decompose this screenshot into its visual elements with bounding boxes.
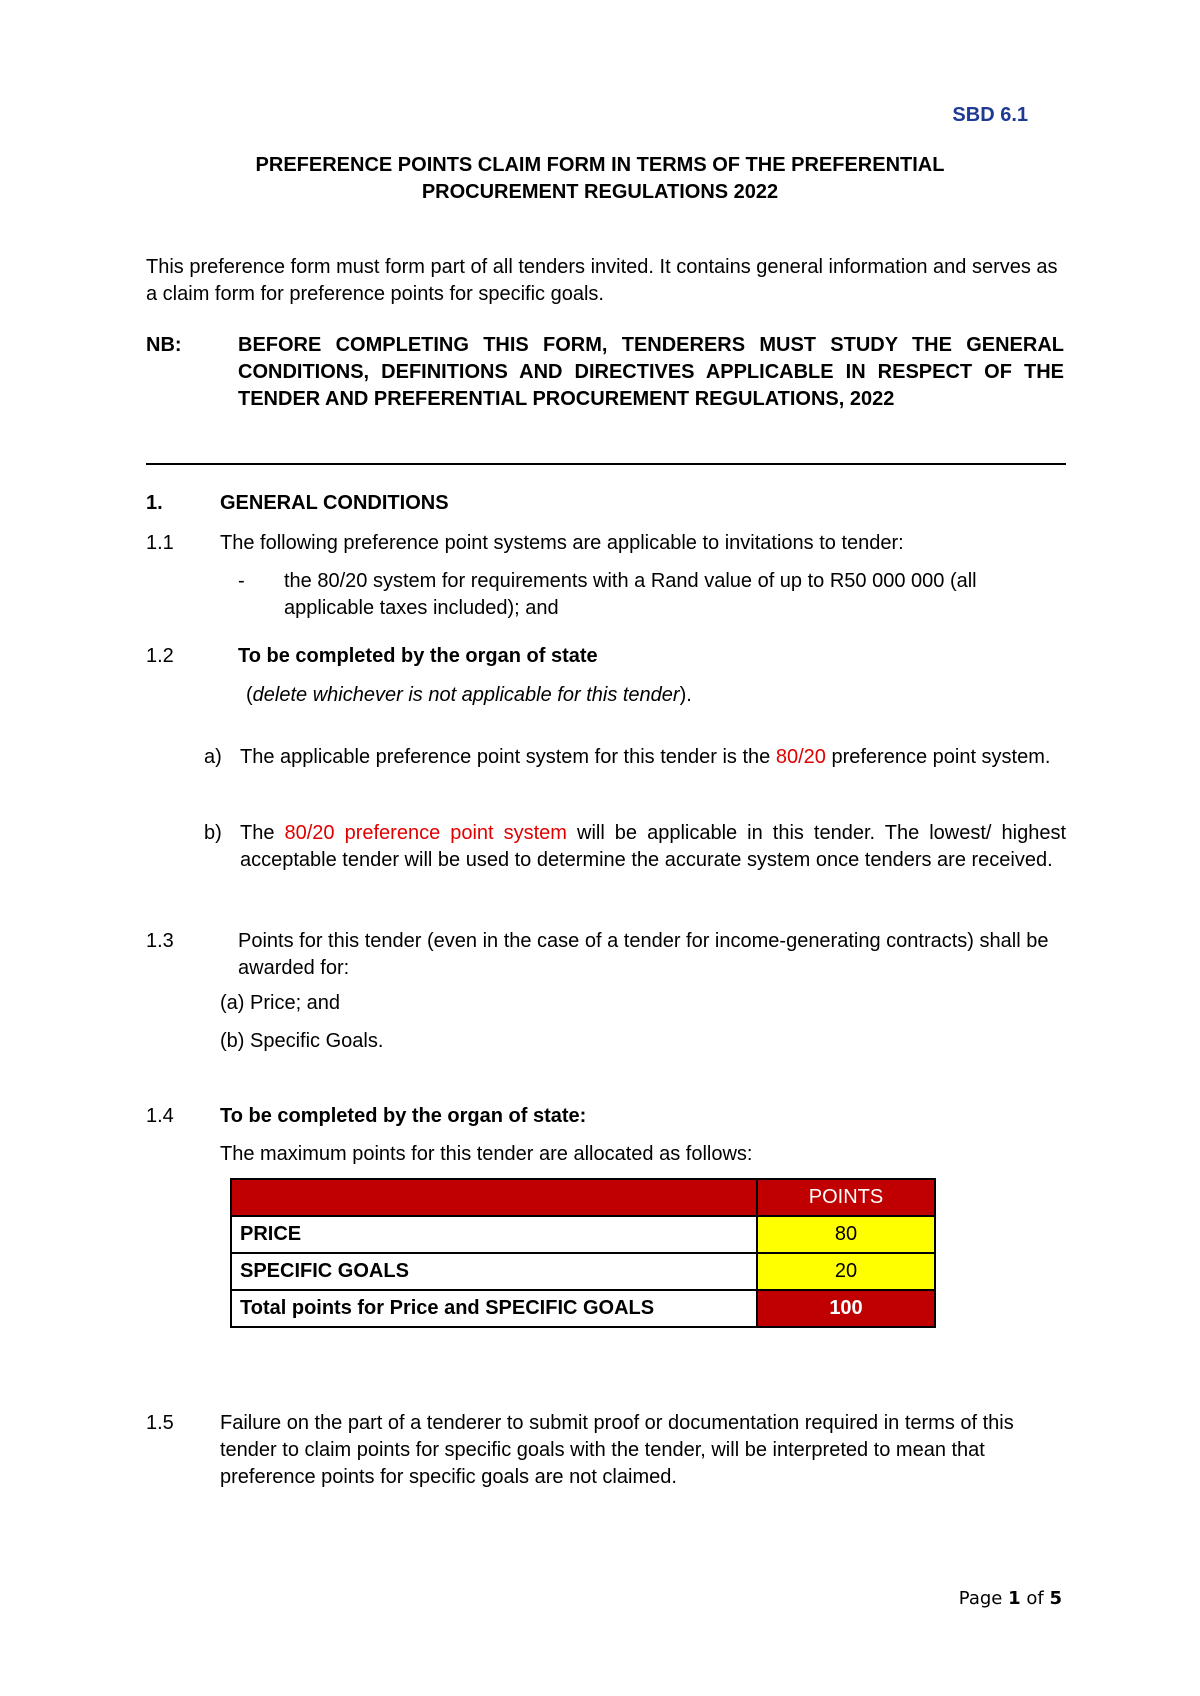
clause-1-4-number: 1.4	[146, 1105, 174, 1127]
clause-1-2-note	[246, 682, 692, 709]
table-header-empty	[231, 1179, 757, 1216]
item-b-text	[240, 820, 1066, 874]
note-open: (	[246, 684, 253, 706]
bullet-dash: -	[238, 570, 245, 592]
page-title	[0, 152, 1200, 206]
total-label: Total points for Price and SPECIFIC GOALS	[231, 1290, 757, 1327]
note-italic: delete whichever is not applicable for this tender	[252, 684, 680, 706]
intro-paragraph: This preference form must form part of all tenders invited. It contains general information and serves as a claim form for preference points for specific goals.	[146, 256, 1058, 305]
clause-1-1-text: The following preference point systems are applicable to invitations to tender:	[220, 532, 904, 554]
item-a-label: a)	[204, 746, 222, 768]
row-label: PRICE	[231, 1216, 757, 1253]
clause-1-2-number: 1.2	[146, 645, 174, 667]
nb-label: NB:	[146, 334, 182, 356]
clause-1-4-heading: To be completed by the organ of state:	[220, 1105, 587, 1127]
nb-text: BEFORE COMPLETING THIS FORM, TENDERERS MUST STUDY THE GENERAL CONDITIONS, DEFINITIONS AND DIRECTIVES APPLICABLE IN RESPECT OF THE TENDER AND PREFERENTIAL PROCUREMENT REGULATIONS, 2022	[238, 334, 1064, 410]
total-pages: 5	[1049, 1588, 1062, 1609]
clause-1-4-text: The maximum points for this tender are allocated as follows:	[220, 1143, 753, 1165]
current-page: 1	[1008, 1588, 1021, 1609]
clause-1-2-heading: To be completed by the organ of state	[238, 645, 598, 667]
title-line-2: PROCUREMENT REGULATIONS 2022	[421, 181, 779, 203]
table-row	[231, 1253, 935, 1290]
row-label: SPECIFIC GOALS	[231, 1253, 757, 1290]
clause-1-3-number: 1.3	[146, 930, 174, 952]
section-1-heading: GENERAL CONDITIONS	[220, 492, 449, 514]
form-code: SBD 6.1	[952, 104, 1028, 126]
title-line-1: PREFERENCE POINTS CLAIM FORM IN TERMS OF THE PREFERENTIAL	[255, 154, 945, 176]
table-header-row	[231, 1179, 935, 1216]
clause-1-5-text: Failure on the part of a tenderer to submit proof or documentation required in terms of this tender to claim points for specific goals with the tender, will be interpreted to mean that preference points for specific goals are not claimed.	[220, 1412, 1014, 1488]
item-b-label: b)	[204, 822, 222, 844]
clause-1-1-bullet: the 80/20 system for requirements with a Rand value of up to R50 000 000 (all applicable taxes included); and	[284, 570, 977, 619]
table-row	[231, 1216, 935, 1253]
divider	[146, 463, 1066, 465]
total-value: 100	[757, 1290, 935, 1327]
section-1-number: 1.	[146, 492, 163, 514]
of-word: of	[1026, 1588, 1044, 1609]
item-a-pre: The applicable preference point system for this tender is the	[240, 746, 776, 768]
clause-1-3-item-b: (b) Specific Goals.	[220, 1030, 384, 1052]
page-number	[959, 1585, 1062, 1612]
clause-1-3-item-a: (a) Price; and	[220, 992, 341, 1014]
row-value: 80	[757, 1216, 935, 1253]
row-value: 20	[757, 1253, 935, 1290]
clause-1-3-text: Points for this tender (even in the case of a tender for income-generating contracts) shall be awarded for:	[238, 930, 1049, 979]
item-a-text	[240, 744, 1066, 771]
points-table	[230, 1178, 936, 1328]
page-word: Page	[958, 1588, 1003, 1609]
note-close: ).	[679, 684, 692, 706]
clause-1-1-number: 1.1	[146, 532, 174, 554]
item-b-highlight: 80/20 preference point system	[284, 822, 567, 844]
table-header-points: POINTS	[757, 1179, 935, 1216]
item-b-post: will be applicable in this tender. The lowest/ highest acceptable tender will be used to determine the accurate system once tenders are received.	[240, 822, 1066, 871]
item-a-post: preference point system.	[825, 746, 1051, 768]
item-a-highlight: 80/20	[775, 746, 826, 768]
clause-1-5-number: 1.5	[146, 1412, 174, 1434]
table-total-row	[231, 1290, 935, 1327]
item-b-pre: The	[240, 822, 285, 844]
